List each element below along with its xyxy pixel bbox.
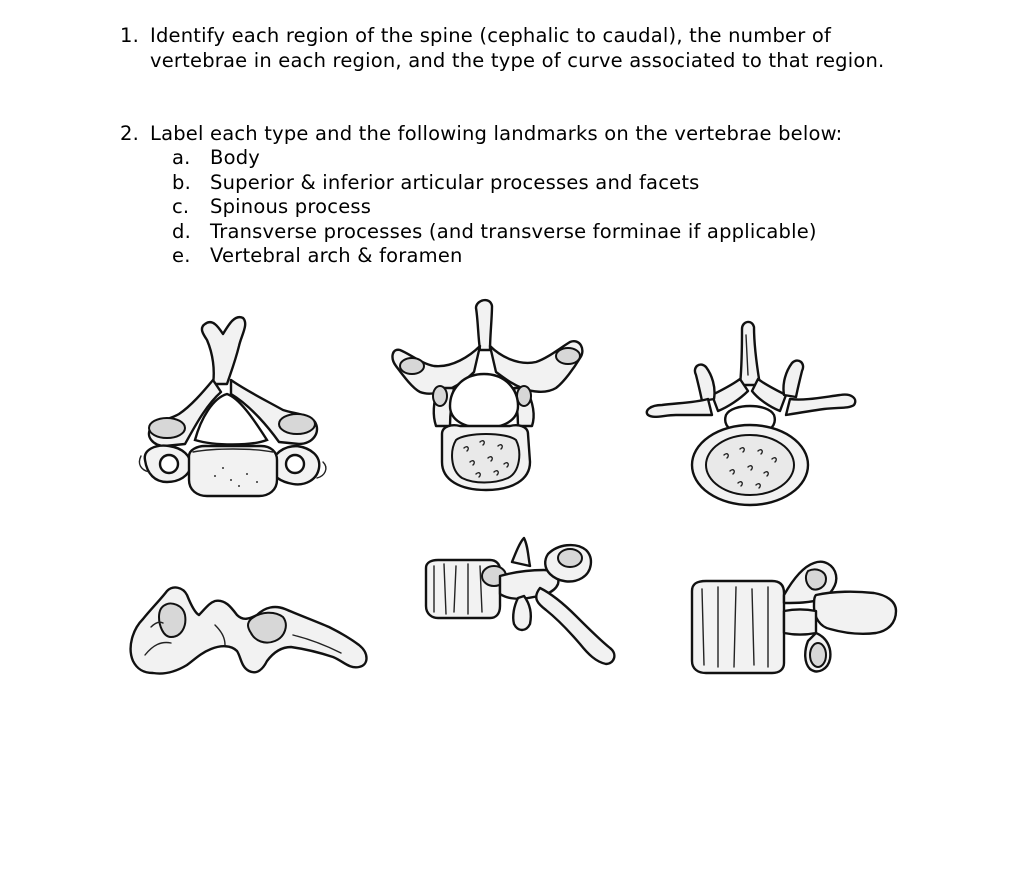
thoracic-vertebra-superior-view-icon	[390, 292, 590, 497]
list-item-letter: a.	[172, 146, 191, 169]
list-item-text: Spinous process	[210, 195, 372, 218]
lumbar-vertebra-superior-view-icon	[640, 315, 860, 510]
list-item-letter: b.	[172, 171, 191, 194]
cervical-vertebra-superior-view-icon	[135, 310, 330, 500]
list-item-letter: d.	[172, 220, 191, 243]
list-item-text: Transverse processes (and transverse forminae if applicable)	[210, 220, 817, 243]
question-1-number: 1.	[120, 24, 140, 47]
list-item-text: Body	[210, 146, 261, 169]
question-1-line-1: Identify each region of the spine (cephalic to caudal), the number of	[150, 24, 832, 47]
question-1-line-2: vertebrae in each region, and the type of curve associated to that region.	[150, 48, 885, 72]
cervical-vertebra-lateral-view-icon	[125, 575, 375, 685]
list-item-letter: e.	[172, 244, 191, 267]
question-2-text: Label each type and the following landmarks on the vertebrae below:	[150, 122, 843, 145]
question-2-number: 2.	[120, 122, 140, 145]
list-item-text: Superior & inferior articular processes and facets	[210, 171, 700, 194]
lumbar-vertebra-lateral-view-icon	[688, 555, 903, 680]
list-item-letter: c.	[172, 195, 190, 218]
list-item-text: Vertebral arch & foramen	[210, 244, 463, 267]
thoracic-vertebra-lateral-view-icon	[420, 532, 635, 672]
question-1-text	[150, 24, 884, 73]
